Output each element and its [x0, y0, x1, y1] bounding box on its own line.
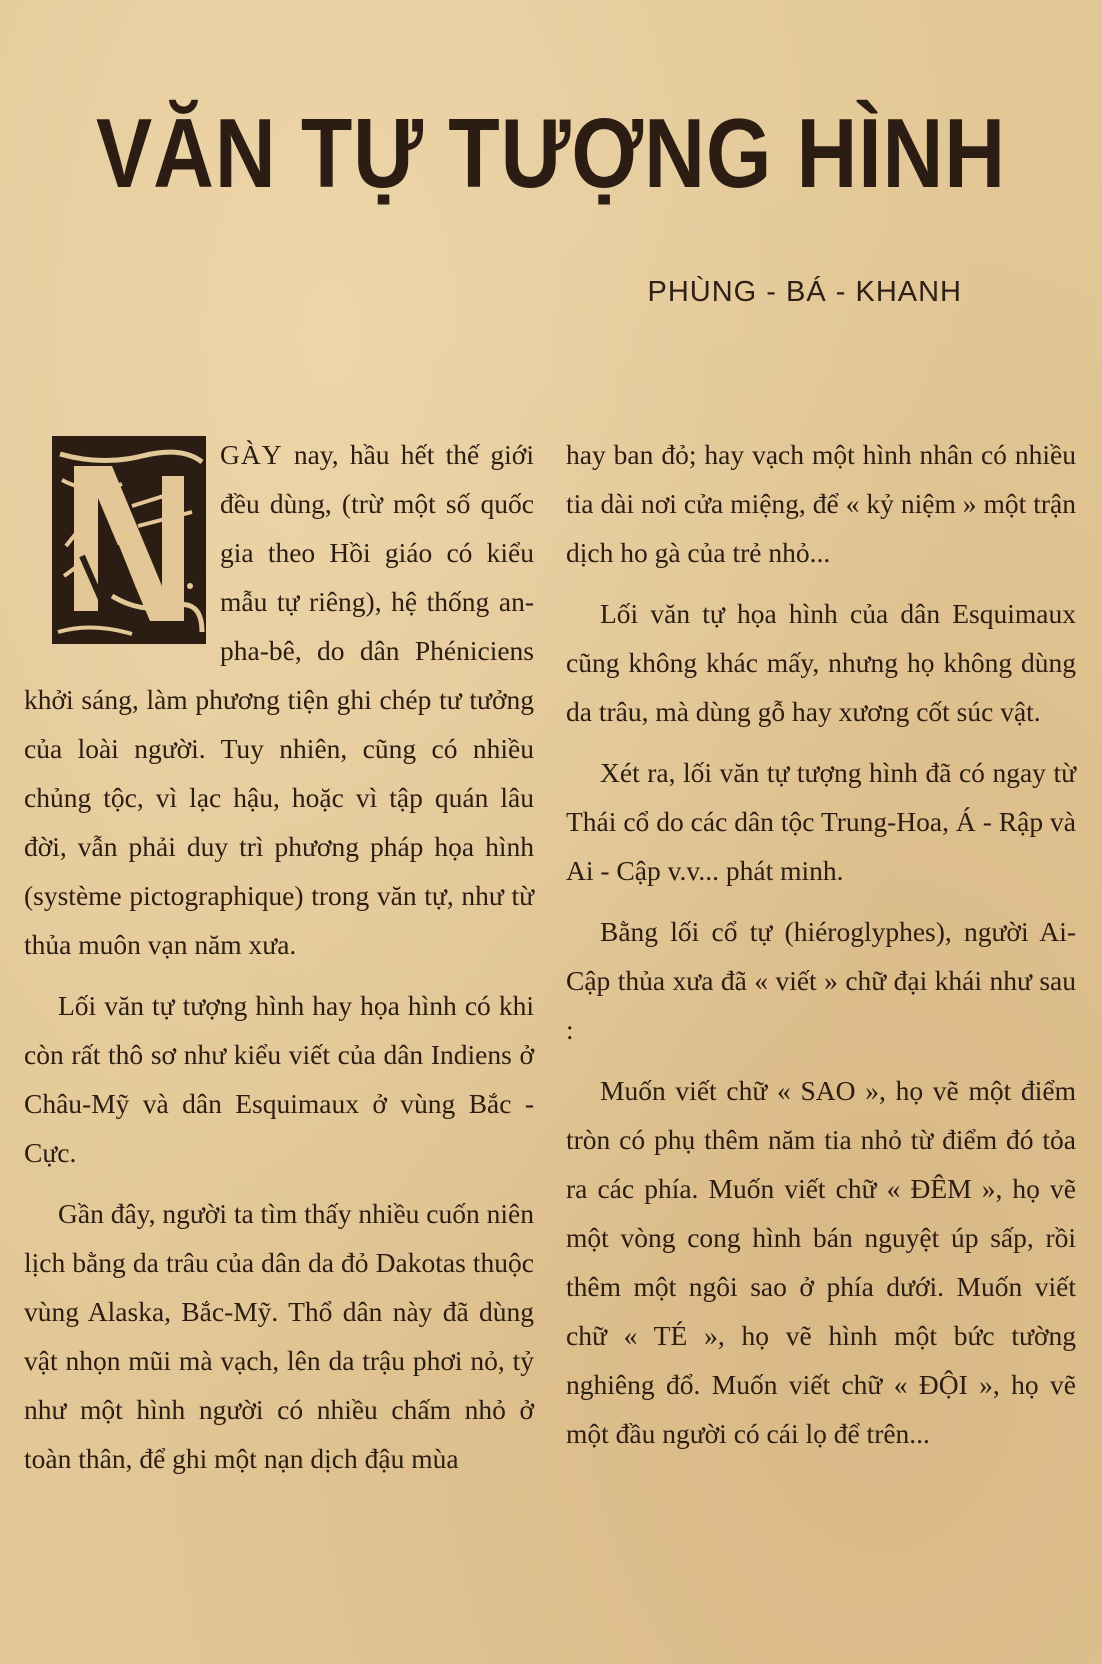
article-title: VĂN TỰ TƯỢNG HÌNH: [96, 98, 1006, 208]
left-paragraph-1-text: nay, hầu hết thế giới đều dùng, (trừ một số quốc gia theo Hồi giáo có kiểu mẫu tự riêng), hệ thống an-pha-bê, do dân Phéniciens khởi sáng, làm phương tiện ghi chép tư tưởng của loài người. Tuy nhiên, cũng có nhiều chủng tộc, vì lạc hậu, hoặc vì tập quán lâu đời, vẫn phải duy trì phương pháp họa hình (système pictographique) trong văn tự, như từ thủa muôn vạn năm xưa.: [24, 439, 534, 960]
left-paragraph-3: Gần đây, người ta tìm thấy nhiều cuốn niên lịch bằng da trâu của dân da đỏ Dakotas thuộc vùng Alaska, Bắc-Mỹ. Thổ dân này đã dùng vật nhọn mũi mà vạch, lên da trậu phơi nỏ, tỷ như một hình người có nhiều chấm nhỏ ở toàn thân, để ghi một nạn dịch đậu mùa: [24, 1198, 534, 1474]
left-paragraph-2: Lối văn tự tượng hình hay họa hình có khi còn rất thô sơ như kiểu viết của dân Indiens ở Châu-Mỹ và dân Esquimaux ở vùng Bắc - Cực.: [24, 990, 534, 1168]
right-paragraph-2: Lối văn tự họa hình của dân Esquimaux cũng không khác mấy, nhưng họ không dùng da trâu, mà dùng gỗ hay xương cốt súc vật.: [566, 598, 1076, 727]
right-column: [566, 430, 1076, 1470]
left-column: [24, 430, 534, 1495]
right-paragraph-1: hay ban đỏ; hay vạch một hình nhân có nhiều tia dài nơi cửa miệng, để « kỷ niệm » một trận dịch ho gà của trẻ nhỏ...: [566, 439, 1076, 568]
lead-word: GÀY: [220, 439, 283, 470]
right-paragraph-3: Xét ra, lối văn tự tượng hình đã có ngay từ Thái cổ do các dân tộc Trung-Hoa, Á - Rập và Ai - Cập v.v... phát minh.: [566, 757, 1076, 886]
right-paragraph-5: Muốn viết chữ « SAO », họ vẽ một điểm tròn có phụ thêm năm tia nhỏ từ điểm đó tỏa ra các phía. Muốn viết chữ « ĐÊM », họ vẽ một vòng cong hình bán nguyệt úp sấp, rồi thêm một ngôi sao ở phía dưới. Muốn viết chữ « TÉ », họ vẽ hình một bức tường nghiêng đổ. Muốn viết chữ « ĐỘI », họ vẽ một đầu người có cái lọ để trên...: [566, 1075, 1076, 1449]
author-byline: PHÙNG - BÁ - KHANH: [647, 276, 962, 308]
dropcap-n-icon: [52, 436, 206, 644]
right-paragraph-4: Bằng lối cổ tự (hiéroglyphes), người Ai-Cập thủa xưa đã « viết » chữ đại khái như sau :: [566, 916, 1076, 1045]
